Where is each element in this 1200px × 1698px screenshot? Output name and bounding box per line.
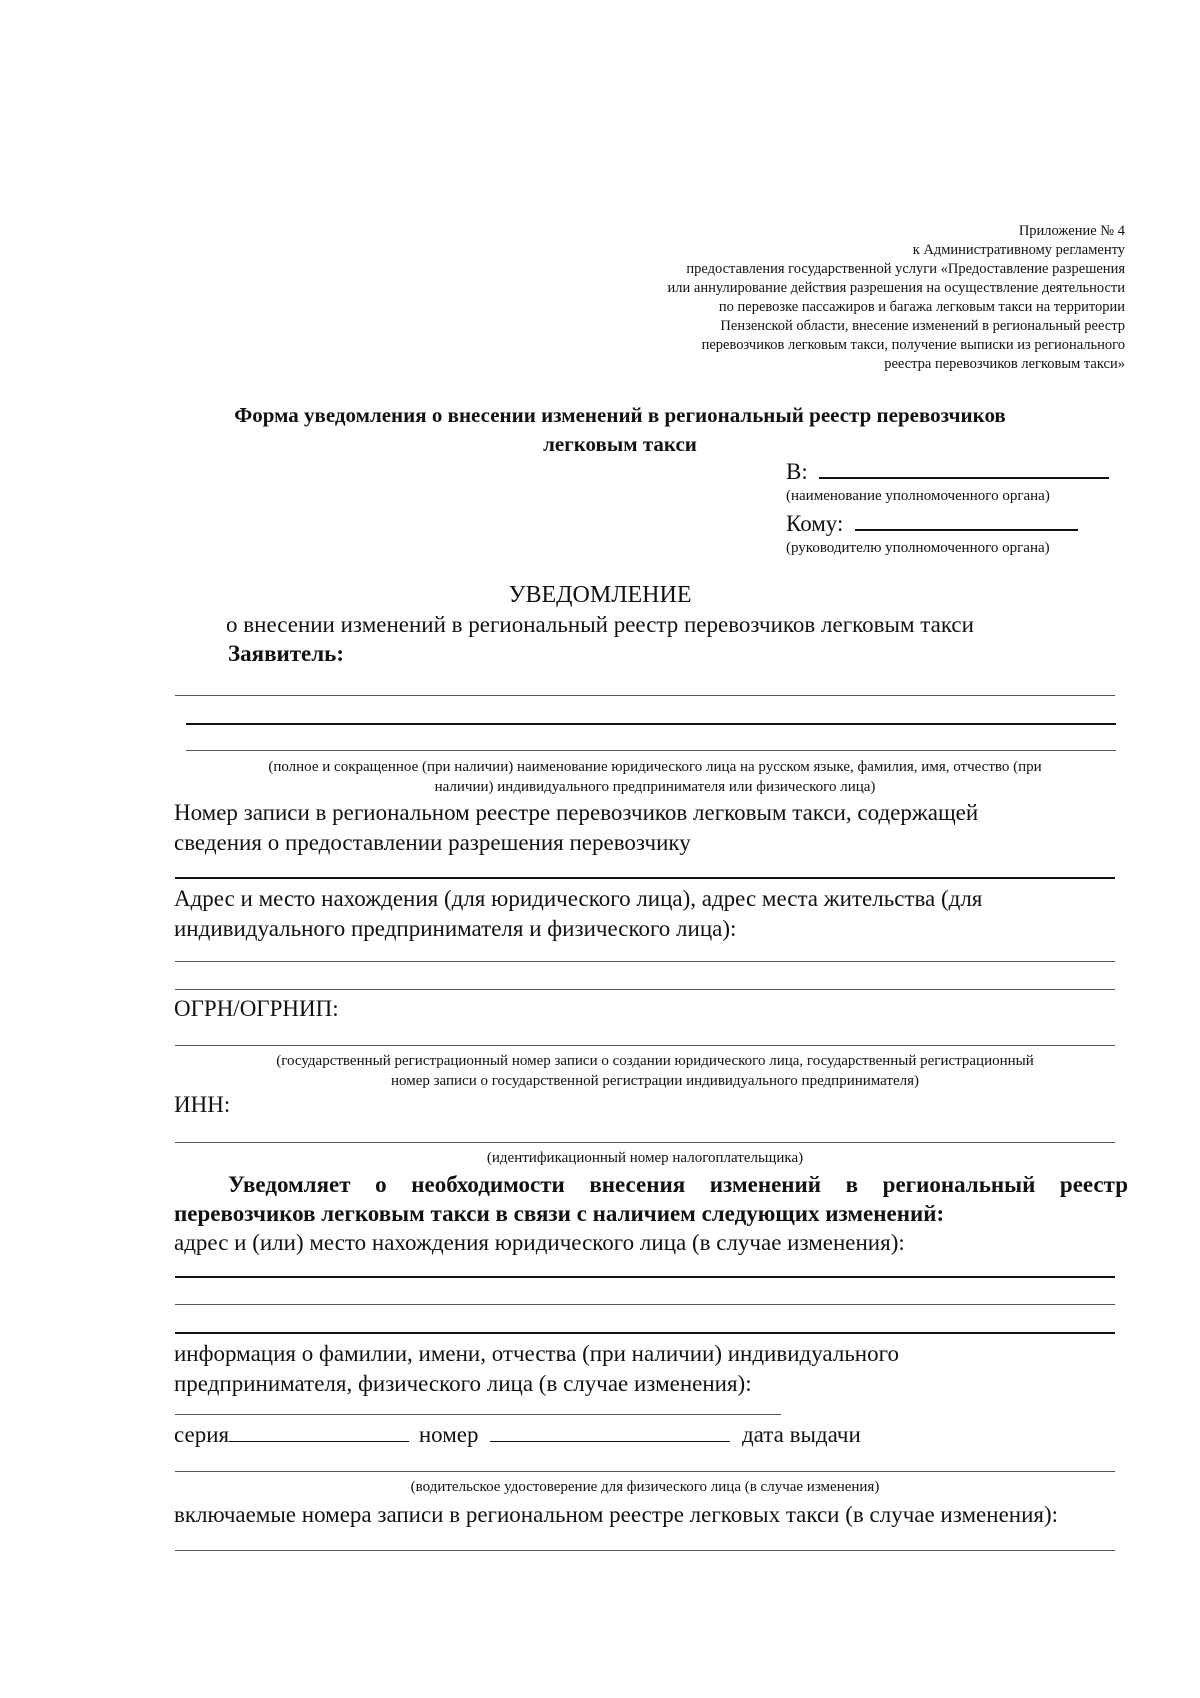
changes-heading-line-2: перевозчиков легковым такси в связи с наличием следующих изменений: xyxy=(174,1201,945,1226)
address-change-field-3[interactable] xyxy=(175,1332,1115,1334)
records-included-field[interactable] xyxy=(175,1550,1115,1551)
to-label: В: xyxy=(786,459,808,484)
license-field-line[interactable] xyxy=(175,1471,1115,1472)
appendix-line: по перевозке пассажиров и багажа легковым такси на территории xyxy=(718,299,1125,315)
appendix-line: к Административному регламенту xyxy=(912,242,1125,258)
ogrn-field[interactable] xyxy=(175,1045,1115,1046)
whom-note: (руководителю уполномоченного органа) xyxy=(786,540,1050,556)
to-row xyxy=(786,458,1116,486)
applicant-field-line-1[interactable] xyxy=(175,695,1115,696)
whom-label: Кому: xyxy=(786,511,844,536)
inn-label: ИНН: xyxy=(174,1092,231,1117)
address-change-field-2[interactable] xyxy=(175,1304,1115,1305)
appendix-line: Пензенской области, внесение изменений в региональный реестр xyxy=(720,318,1125,334)
ogrn-note-line: (государственный регистрационный номер записи о создании юридического лица, государственный регистрационный xyxy=(276,1053,1034,1069)
applicant-field-line-3[interactable] xyxy=(186,750,1116,751)
fio-change-field[interactable] xyxy=(175,1414,781,1415)
fio-change-line: информация о фамилии, имени, отчества (при наличии) индивидуального xyxy=(174,1341,899,1366)
notice-subtitle: о внесении изменений в региональный реестр перевозчиков легковым такси xyxy=(226,612,974,637)
fio-change-line: предпринимателя, физического лица (в случае изменения): xyxy=(174,1371,752,1396)
date-label: дата выдачи xyxy=(741,1422,861,1447)
appendix-line: перевозчиков легковым такси, получение выписки из регионального xyxy=(701,337,1125,353)
record-number-line: сведения о предоставлении разрешения перевозчику xyxy=(174,830,691,855)
address-change-label: адрес и (или) место нахождения юридического лица (в случае изменения): xyxy=(174,1230,905,1255)
address-field-line-2[interactable] xyxy=(175,989,1115,990)
ogrn-label: ОГРН/ОГРНИП: xyxy=(174,996,339,1021)
applicant-note-line: наличии) индивидуального предпринимателя или физического лица) xyxy=(434,779,876,795)
whom-field[interactable] xyxy=(855,529,1078,531)
ogrn-note-line: номер записи о государственной регистрации индивидуального предпринимателя) xyxy=(390,1073,920,1089)
to-field[interactable] xyxy=(819,477,1109,479)
appendix-header xyxy=(565,222,1125,374)
to-note: (наименование уполномоченного органа) xyxy=(786,488,1050,504)
inn-field[interactable] xyxy=(175,1142,1115,1143)
ogrn-note xyxy=(160,1051,1150,1091)
number-field[interactable] xyxy=(490,1441,730,1442)
address-change-field-1[interactable] xyxy=(175,1276,1115,1278)
address-line: индивидуального предпринимателя и физического лица): xyxy=(174,916,737,941)
series-label: серия xyxy=(174,1422,230,1447)
recipient-block xyxy=(786,458,1116,558)
license-note: (водительское удостоверение для физического лица (в случае изменения) xyxy=(410,1479,880,1495)
form-title-line: легковым такси xyxy=(543,432,697,456)
appendix-line: или аннулирование действия разрешения на осуществление деятельности xyxy=(667,280,1125,296)
changes-heading-line-1: Уведомляет о необходимости внесения изменений в региональный реестр xyxy=(228,1172,1128,1197)
applicant-note xyxy=(160,757,1150,797)
address-label xyxy=(174,884,1124,944)
records-included-label: включаемые номера записи в региональном реестре легковых такси (в случае изменения): xyxy=(174,1502,1059,1527)
inn-note: (идентификационный номер налогоплательщика) xyxy=(486,1150,804,1166)
series-field[interactable] xyxy=(229,1441,409,1442)
applicant-note-line: (полное и сокращенное (при наличии) наименование юридического лица на русском языке, фамилия, имя, отчество (при xyxy=(268,759,1042,775)
notice-title: УВЕДОМЛЕНИЕ xyxy=(508,582,692,608)
license-row xyxy=(174,1420,861,1450)
appendix-line: предоставления государственной услуги «Предоставление разрешения xyxy=(686,261,1125,277)
appendix-line: Приложение № 4 xyxy=(1018,223,1125,239)
record-number-line: Номер записи в региональном реестре перевозчиков легковым такси, содержащей xyxy=(174,800,979,825)
applicant-label: Заявитель: xyxy=(228,641,344,666)
appendix-line: реестра перевозчиков легковым такси» xyxy=(884,356,1125,372)
record-number-field[interactable] xyxy=(175,877,1115,879)
applicant-field-line-2[interactable] xyxy=(186,723,1116,725)
fio-change-label xyxy=(174,1339,1124,1399)
form-title xyxy=(180,401,1060,459)
address-line: Адрес и место нахождения (для юридического лица), адрес места жительства (для xyxy=(174,886,983,911)
record-number-label xyxy=(174,798,1124,858)
form-title-line: Форма уведомления о внесении изменений в региональный реестр перевозчиков xyxy=(234,403,1006,427)
number-label: номер xyxy=(418,1422,479,1447)
address-field-line-1[interactable] xyxy=(175,961,1115,962)
whom-row xyxy=(786,510,1116,538)
